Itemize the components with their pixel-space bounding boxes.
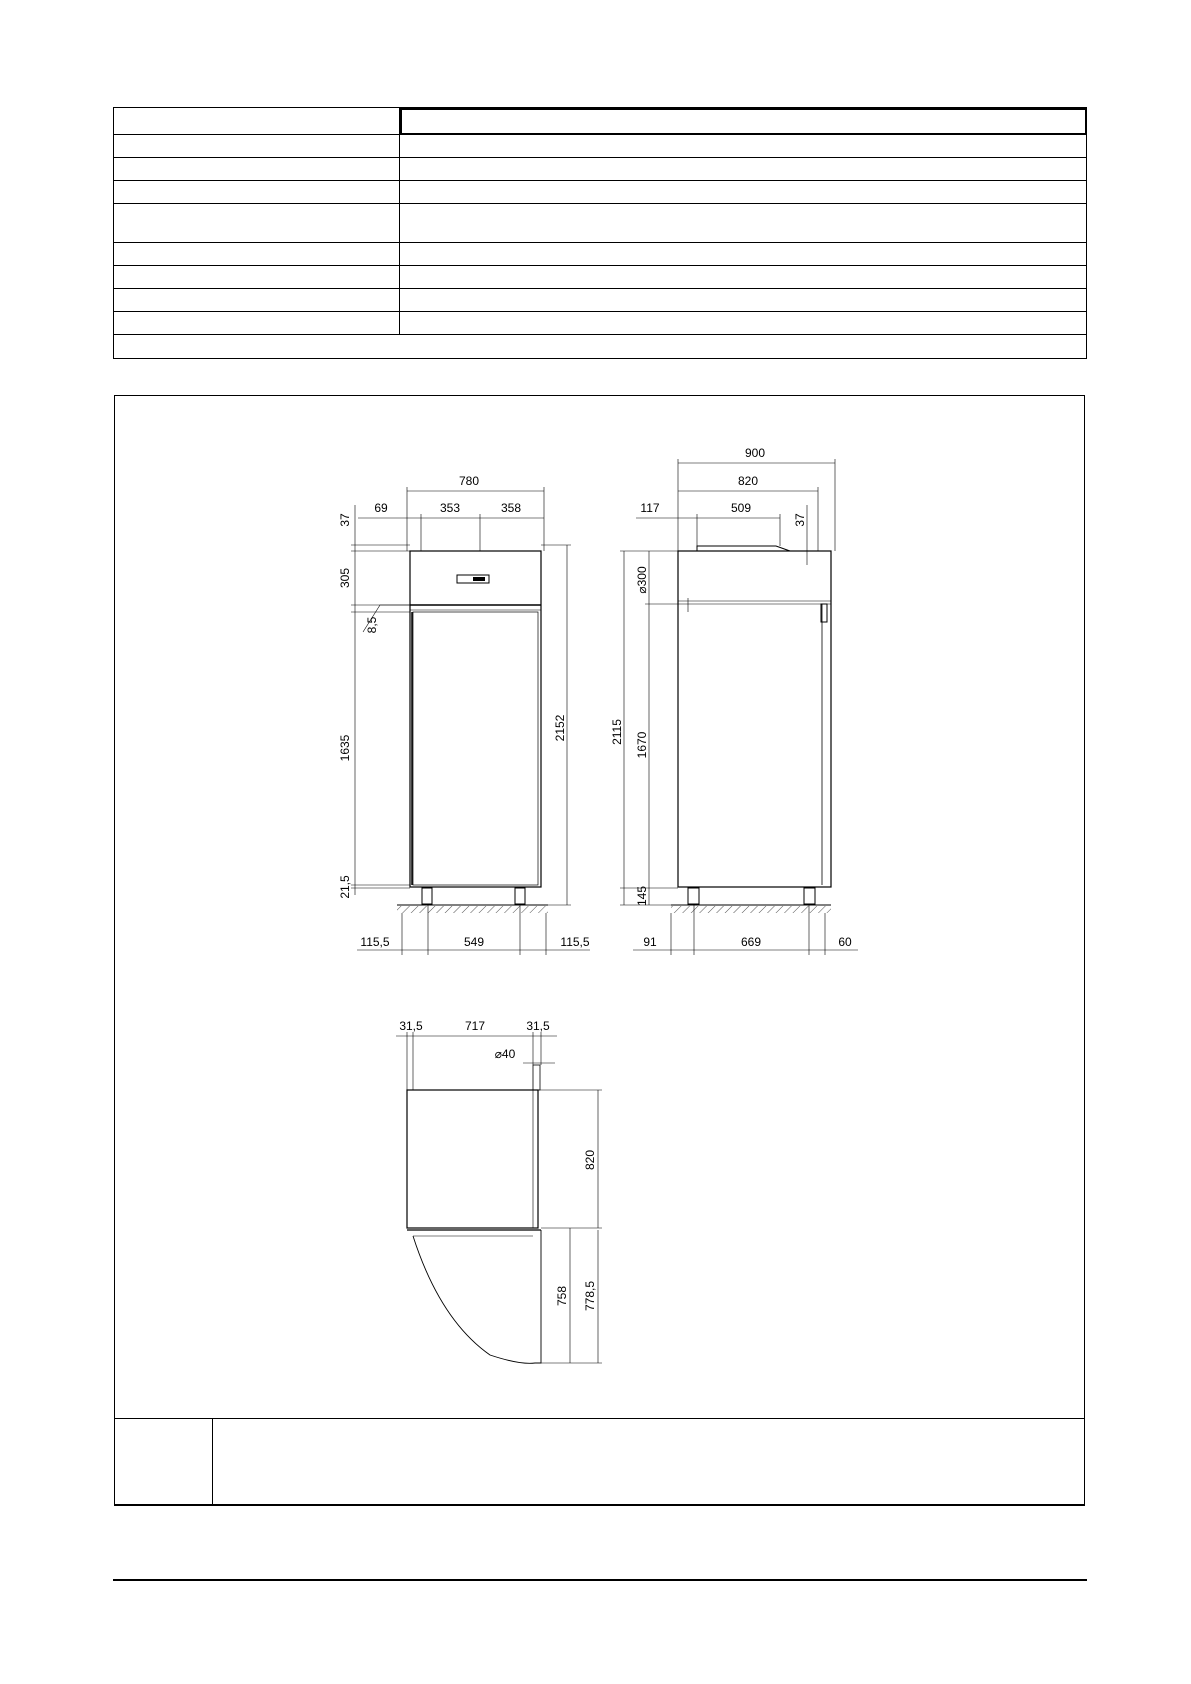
side-view	[671, 546, 831, 913]
plan-dimensions	[396, 1032, 602, 1363]
dim-side-door-height: 1670	[635, 731, 649, 759]
dim-side-leg-span: 669	[740, 935, 762, 949]
front-leg-right	[515, 888, 525, 904]
dim-plan-side-right: 31,5	[526, 1019, 550, 1033]
dim-side-leg-back: 60	[838, 935, 852, 949]
front-door	[413, 612, 538, 885]
dim-plan-width-inner: 717	[464, 1019, 486, 1033]
dim-front-leg-right: 115,5	[560, 935, 590, 949]
dim-side-top-unit: 509	[730, 501, 752, 515]
dim-front-handle-offset: 69	[374, 501, 388, 515]
dim-front-width: 780	[458, 474, 480, 488]
footer-rule	[113, 1579, 1087, 1581]
side-dimension-labels	[610, 446, 852, 949]
dim-plan-door-swing-total: 778,5	[583, 1280, 597, 1312]
dim-front-bottom-gap: 21,5	[338, 875, 352, 899]
front-view	[397, 551, 548, 913]
dim-side-leg-height: 145	[635, 885, 649, 907]
plan-door-swing	[413, 1230, 541, 1363]
notes-box	[114, 1418, 1085, 1506]
dim-front-top-gap: 37	[338, 513, 352, 527]
side-leg-front	[688, 888, 699, 904]
dim-side-depth-body: 820	[737, 474, 759, 488]
plan-cabinet-body	[407, 1090, 538, 1228]
dim-front-leg-span: 549	[463, 935, 485, 949]
front-leg-left	[422, 888, 432, 904]
dim-front-left-section: 353	[439, 501, 461, 515]
dim-front-panel-height: 305	[338, 567, 352, 589]
plan-view	[407, 1065, 541, 1363]
dim-front-right-section: 358	[500, 501, 522, 515]
dim-plan-handle: ⌀40	[494, 1047, 516, 1061]
dim-front-leg-left: 115,5	[360, 935, 390, 949]
dim-side-pipe: ⌀300	[635, 566, 649, 594]
dim-side-body-height: 2115	[610, 719, 624, 745]
notes-label	[115, 1419, 213, 1505]
plan-handle	[533, 1065, 540, 1090]
side-leg-back	[804, 888, 815, 904]
side-cabinet-body	[678, 551, 831, 887]
dim-side-depth-total: 900	[744, 446, 766, 460]
dim-front-total-height: 2152	[553, 714, 567, 742]
dim-plan-side-left: 31,5	[399, 1019, 423, 1033]
side-top-unit	[697, 546, 790, 551]
dim-plan-door-swing: 758	[555, 1285, 569, 1307]
dim-side-top-offset: 117	[640, 501, 660, 515]
dim-side-top-gap: 37	[793, 513, 807, 527]
dim-side-leg-front: 91	[643, 935, 657, 949]
dim-front-door-gap: 8,5	[365, 616, 379, 634]
plan-dimension-labels	[399, 1019, 597, 1311]
front-cabinet-body	[410, 551, 541, 887]
dim-plan-depth: 820	[583, 1149, 597, 1171]
dim-front-door-height: 1635	[338, 734, 352, 762]
